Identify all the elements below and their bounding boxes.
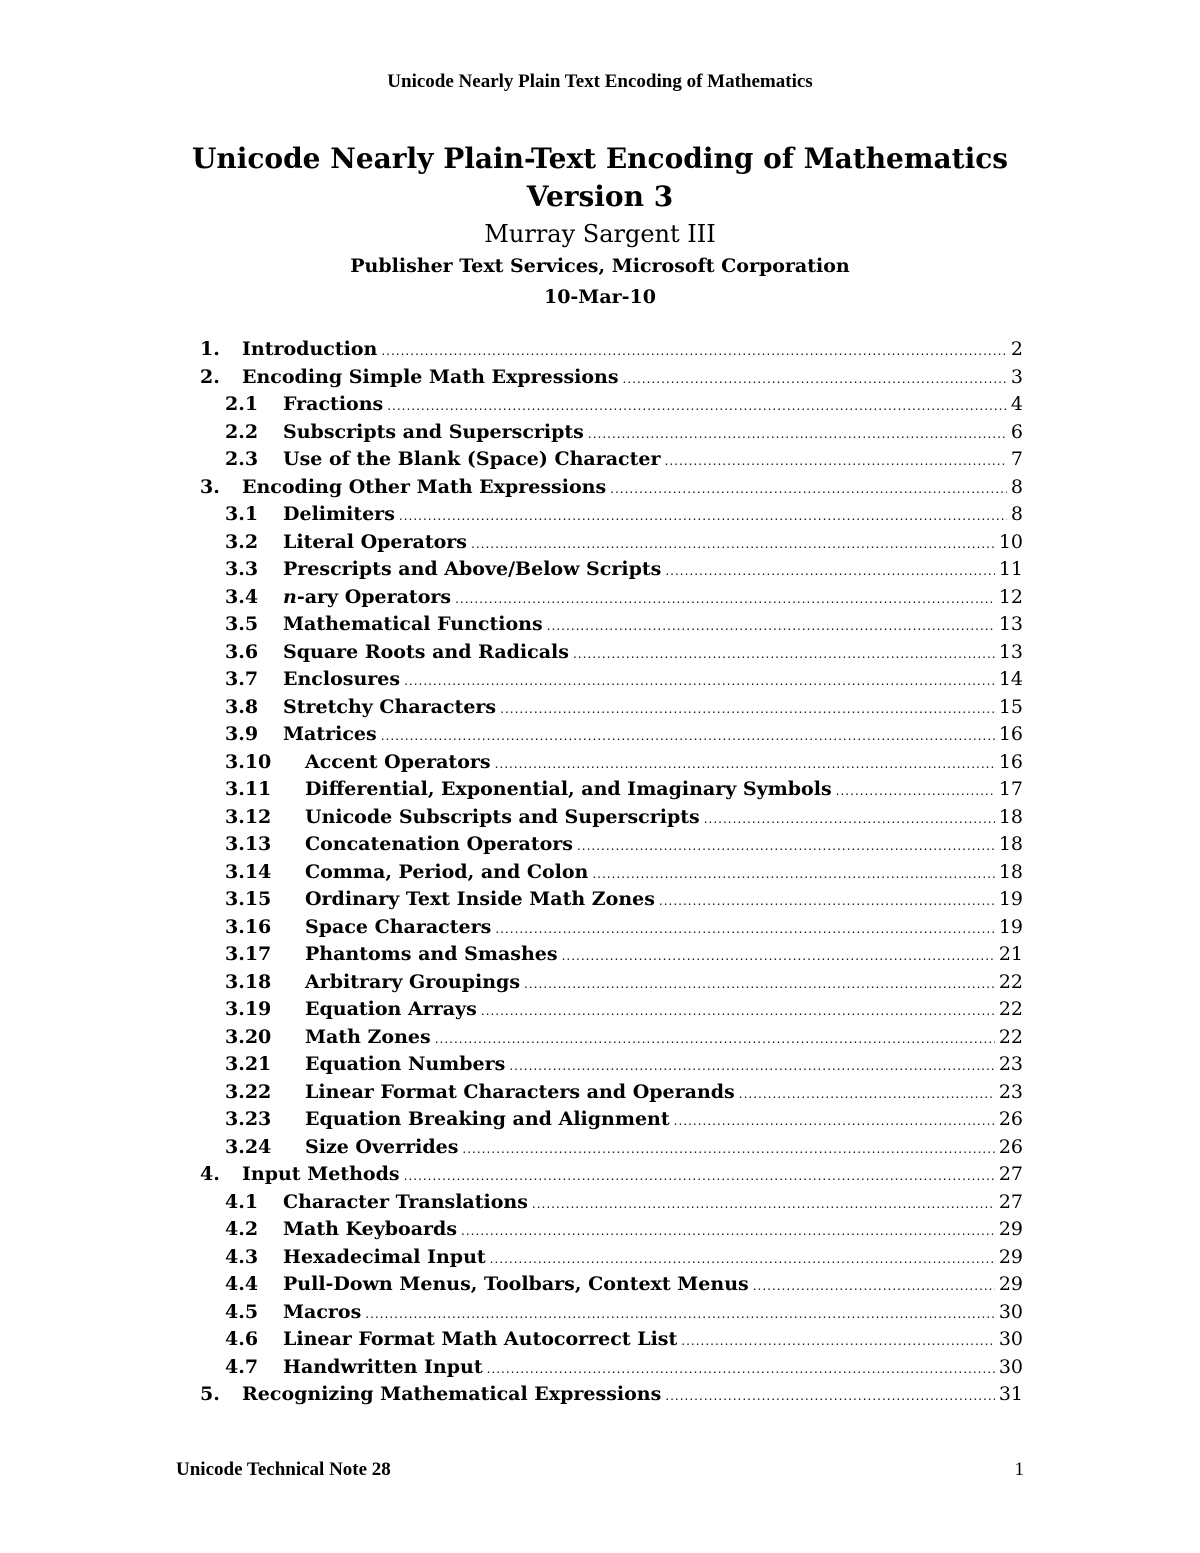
toc-dot-leader	[524, 971, 995, 997]
toc-entry-title	[283, 1216, 461, 1244]
toc-entry-title	[305, 804, 704, 832]
toc-entry-page: 26	[998, 1135, 1023, 1158]
toc-entry[interactable]	[200, 694, 1023, 722]
toc-dot-leader	[659, 888, 995, 914]
toc-entry-page: 22	[998, 1025, 1023, 1048]
toc-entry-number: 3.11	[225, 778, 272, 800]
toc-entry-number: 4.4	[225, 1273, 259, 1295]
toc-entry-number: 3.18	[225, 970, 272, 993]
toc-entry-number: 3.9	[225, 723, 259, 745]
toc-entry-page: 14	[998, 668, 1023, 690]
toc-dot-leader	[532, 1191, 995, 1217]
toc-entry-title	[242, 336, 381, 364]
toc-entry-title	[305, 776, 836, 804]
toc-entry-page: 4	[1010, 393, 1023, 415]
footer-page-number: 1	[1014, 1459, 1024, 1480]
toc-entry-page: 7	[1010, 448, 1023, 470]
toc-entry-number: 3.12	[225, 805, 272, 828]
toc-entry-title	[283, 529, 471, 557]
toc-entry-title-text: Mathematical Functions	[283, 613, 543, 635]
running-header	[0, 70, 1200, 94]
toc-dot-leader	[500, 696, 995, 722]
toc-entry-number: 3.7	[225, 668, 259, 690]
toc-entry-number: 3.1	[225, 503, 259, 525]
running-header-title: Unicode Nearly Plain Text Encoding of Mathematics	[387, 71, 813, 92]
toc-entry-title-text: Handwritten Input	[283, 1355, 483, 1378]
toc-entry-number: 3.10	[225, 750, 272, 773]
toc-entry-number: 4.6	[225, 1328, 259, 1350]
toc-dot-leader	[381, 338, 1007, 364]
toc-entry-page: 30	[998, 1328, 1023, 1350]
toc-entry-page: 6	[1010, 420, 1023, 443]
toc-entry-page: 17	[998, 778, 1023, 800]
toc-entry-page: 23	[998, 1053, 1023, 1075]
toc-entry-title-italic: n	[283, 585, 297, 608]
toc-entry-title	[305, 1106, 674, 1134]
toc-entry[interactable]	[200, 1299, 1023, 1327]
toc-entry-number: 4.7	[225, 1355, 259, 1378]
toc-dot-leader	[490, 1246, 995, 1272]
toc-dot-leader	[665, 1383, 995, 1409]
toc-entry-title-text: Pull-Down Menus, Toolbars, Context Menus	[283, 1273, 749, 1295]
toc-dot-leader	[681, 1328, 995, 1354]
toc-entry-title-text: Equation Arrays	[305, 998, 477, 1020]
toc-entry-title	[242, 364, 623, 392]
toc-entry-number: 3.19	[225, 998, 272, 1020]
toc-entry[interactable]	[200, 1381, 1023, 1409]
toc-entry-title-text: Space Characters	[305, 915, 492, 938]
toc-dot-leader	[623, 366, 1007, 392]
toc-entry[interactable]	[200, 1051, 1023, 1079]
document-author: Murray Sargent III	[484, 220, 716, 248]
toc-dot-leader	[739, 1081, 995, 1107]
toc-entry-number: 4.2	[225, 1218, 259, 1240]
toc-dot-leader	[461, 1218, 995, 1244]
toc-dot-leader	[674, 1108, 995, 1134]
toc-entry[interactable]	[200, 831, 1023, 859]
toc-entry-title-text: Subscripts and Superscripts	[283, 420, 584, 443]
toc-dot-leader	[592, 861, 994, 887]
toc-dot-leader	[471, 531, 995, 557]
toc-entry-title	[305, 831, 577, 859]
toc-dot-leader	[399, 503, 1007, 529]
toc-dot-leader	[547, 613, 995, 639]
toc-entry-number: 4.1	[225, 1190, 259, 1213]
toc-entry-page: 27	[998, 1163, 1023, 1185]
toc-entry-page: 22	[998, 970, 1023, 993]
toc-entry-title-text: Equation Breaking and Alignment	[305, 1108, 670, 1130]
toc-entry-number: 3.13	[225, 833, 272, 855]
toc-entry-title	[305, 941, 562, 969]
toc-entry-title-text: Differential, Exponential, and Imaginary Symbols	[305, 778, 832, 800]
toc-entry-title	[305, 749, 495, 777]
toc-entry-title-text: Introduction	[242, 338, 378, 360]
toc-entry-title	[242, 1381, 665, 1409]
toc-dot-leader	[365, 1301, 995, 1327]
toc-entry-title-text: Ordinary Text Inside Math Zones	[305, 888, 655, 910]
toc-entry-number: 3.24	[225, 1135, 272, 1158]
document-title-line-2: Version 3	[526, 180, 674, 213]
toc-dot-leader	[404, 668, 995, 694]
document-title-line-1: Unicode Nearly Plain-Text Encoding of Mathematics	[191, 142, 1009, 175]
toc-entry[interactable]	[200, 859, 1023, 887]
toc-entry-number: 4.3	[225, 1245, 259, 1268]
toc-entry-title	[305, 1024, 435, 1052]
toc-entry[interactable]	[200, 446, 1023, 474]
toc-entry-title-text: Prescripts and Above/Below Scripts	[283, 558, 662, 580]
toc-entry-title-text: Hexadecimal Input	[283, 1245, 486, 1268]
toc-entry-page: 3	[1010, 365, 1023, 388]
toc-entry-number: 3.8	[225, 695, 259, 718]
toc-entry-number: 2.2	[225, 420, 259, 443]
toc-dot-leader	[404, 1163, 995, 1189]
toc-entry-title-text: Use of the Blank (Space) Character	[283, 448, 661, 470]
toc-entry-page: 21	[998, 943, 1023, 965]
table-of-contents	[200, 336, 1023, 1409]
toc-entry-page: 16	[998, 750, 1023, 773]
toc-entry-title	[242, 474, 610, 502]
toc-entry-title-text: Input Methods	[242, 1163, 400, 1185]
toc-entry-page: 30	[998, 1300, 1023, 1323]
toc-entry-page: 8	[1010, 475, 1023, 498]
toc-entry[interactable]	[200, 969, 1023, 997]
toc-entry-title	[283, 419, 588, 447]
toc-entry-title-text: Recognizing Mathematical Expressions	[242, 1383, 662, 1405]
toc-entry-page: 29	[998, 1273, 1023, 1295]
toc-entry[interactable]	[200, 941, 1023, 969]
toc-entry-title	[305, 1051, 509, 1079]
toc-entry-number: 2.	[200, 365, 220, 388]
toc-entry-number: 3.4	[225, 585, 259, 608]
toc-entry[interactable]	[200, 556, 1023, 584]
toc-entry-title	[283, 1189, 532, 1217]
toc-entry-title	[305, 1134, 462, 1162]
toc-entry-page: 27	[998, 1190, 1023, 1213]
toc-entry-title	[283, 1326, 681, 1354]
toc-entry[interactable]	[200, 474, 1023, 502]
toc-dot-leader	[610, 476, 1007, 502]
toc-entry-title-text: Concatenation Operators	[305, 833, 573, 855]
toc-entry-title	[283, 446, 665, 474]
toc-entry-title-text: Macros	[283, 1300, 362, 1323]
toc-entry-page: 26	[998, 1108, 1023, 1130]
toc-entry-title-text: Encoding Simple Math Expressions	[242, 365, 619, 388]
toc-entry-title-text: -ary Operators	[296, 585, 452, 608]
toc-entry[interactable]	[200, 1189, 1023, 1217]
toc-entry-title	[283, 611, 547, 639]
toc-entry-number: 4.	[200, 1163, 220, 1185]
toc-entry-title-text: Character Translations	[283, 1190, 528, 1213]
toc-entry-title	[283, 556, 665, 584]
toc-entry-title	[283, 694, 500, 722]
footer-note-label: Unicode Technical Note 28	[176, 1459, 391, 1480]
toc-entry-page: 2	[1010, 338, 1023, 360]
toc-entry-page: 18	[998, 860, 1023, 883]
toc-entry-title	[305, 1079, 739, 1107]
toc-entry-page: 18	[998, 833, 1023, 855]
toc-entry-number: 2.3	[225, 448, 259, 470]
toc-entry-title	[283, 391, 387, 419]
toc-entry-title-text: Phantoms and Smashes	[305, 943, 558, 965]
toc-entry-title-text: Accent Operators	[305, 750, 491, 773]
toc-dot-leader	[509, 1053, 994, 1079]
toc-entry-title	[283, 584, 455, 612]
toc-entry[interactable]	[200, 364, 1023, 392]
toc-entry[interactable]	[200, 336, 1023, 364]
toc-entry-title-text: Stretchy Characters	[283, 695, 497, 718]
toc-dot-leader	[665, 558, 994, 584]
toc-entry-page: 29	[998, 1218, 1023, 1240]
toc-entry[interactable]	[200, 804, 1023, 832]
toc-entry[interactable]	[200, 776, 1023, 804]
toc-entry-title-text: Fractions	[283, 393, 384, 415]
toc-entry[interactable]	[200, 529, 1023, 557]
toc-dot-leader	[704, 806, 995, 832]
toc-entry-title-text: Size Overrides	[305, 1135, 459, 1158]
toc-entry-number: 3.3	[225, 558, 259, 580]
toc-entry-title-text: Arbitrary Groupings	[305, 970, 521, 993]
toc-entry-title-text: Comma, Period, and Colon	[305, 860, 589, 883]
toc-dot-leader	[577, 833, 995, 859]
toc-entry[interactable]	[200, 1216, 1023, 1244]
toc-entry-title	[242, 1161, 404, 1189]
toc-dot-leader	[573, 641, 995, 667]
toc-entry-number: 3.20	[225, 1025, 272, 1048]
toc-entry-number: 3.	[200, 475, 220, 498]
toc-entry-title	[305, 886, 659, 914]
toc-dot-leader	[481, 998, 995, 1024]
toc-dot-leader	[455, 586, 995, 612]
toc-entry-number: 3.23	[225, 1108, 272, 1130]
toc-entry-page: 19	[998, 915, 1023, 938]
toc-dot-leader	[381, 723, 995, 749]
toc-entry-number: 4.5	[225, 1300, 259, 1323]
toc-entry-page: 30	[998, 1355, 1023, 1378]
toc-entry-number: 2.1	[225, 393, 259, 415]
title-block	[0, 140, 1200, 312]
toc-dot-leader	[495, 751, 995, 777]
toc-dot-leader	[753, 1273, 995, 1299]
toc-dot-leader	[487, 1356, 995, 1382]
toc-dot-leader	[435, 1026, 995, 1052]
toc-entry-page: 12	[998, 585, 1023, 608]
toc-entry-title-text: Math Keyboards	[283, 1218, 458, 1240]
toc-dot-leader	[462, 1136, 994, 1162]
toc-entry[interactable]	[200, 584, 1023, 612]
toc-entry-title-text: Literal Operators	[283, 530, 467, 553]
toc-entry[interactable]	[200, 639, 1023, 667]
toc-entry[interactable]	[200, 1024, 1023, 1052]
toc-entry-title	[283, 1244, 490, 1272]
toc-entry[interactable]	[200, 721, 1023, 749]
toc-entry-title-text: Math Zones	[305, 1025, 431, 1048]
toc-entry-title-text: Matrices	[283, 723, 377, 745]
toc-entry-page: 16	[998, 723, 1023, 745]
toc-entry-title	[305, 996, 481, 1024]
toc-entry[interactable]	[200, 501, 1023, 529]
toc-dot-leader	[665, 448, 1007, 474]
toc-entry[interactable]	[200, 666, 1023, 694]
toc-entry-title	[283, 639, 573, 667]
toc-entry[interactable]	[200, 391, 1023, 419]
toc-entry-page: 23	[998, 1080, 1023, 1103]
toc-entry-number: 5.	[200, 1383, 220, 1405]
toc-entry-page: 8	[1010, 503, 1023, 525]
toc-dot-leader	[836, 778, 995, 804]
toc-entry-title	[283, 1271, 753, 1299]
toc-entry-number: 3.2	[225, 530, 259, 553]
toc-entry-page: 13	[998, 640, 1023, 663]
toc-entry-page: 29	[998, 1245, 1023, 1268]
toc-entry-page: 10	[998, 530, 1023, 553]
toc-dot-leader	[495, 916, 995, 942]
toc-entry[interactable]	[200, 1244, 1023, 1272]
toc-entry[interactable]	[200, 1106, 1023, 1134]
toc-entry-title-text: Enclosures	[283, 668, 401, 690]
toc-entry-title-text: Unicode Subscripts and Superscripts	[305, 805, 700, 828]
toc-entry-number: 3.21	[225, 1053, 272, 1075]
toc-entry-title	[305, 914, 495, 942]
toc-entry[interactable]	[200, 886, 1023, 914]
document-date: 10-Mar-10	[543, 286, 656, 308]
running-footer	[176, 1458, 1024, 1482]
toc-dot-leader	[387, 393, 1007, 419]
toc-entry-number: 3.17	[225, 943, 272, 965]
toc-entry-number: 3.5	[225, 613, 259, 635]
toc-entry[interactable]	[200, 749, 1023, 777]
toc-entry[interactable]	[200, 1354, 1023, 1382]
toc-entry-title-text: Encoding Other Math Expressions	[242, 475, 607, 498]
toc-entry-number: 3.6	[225, 640, 259, 663]
toc-entry[interactable]	[200, 914, 1023, 942]
document-affiliation: Publisher Text Services, Microsoft Corporation	[350, 255, 850, 277]
toc-entry-page: 18	[998, 805, 1023, 828]
toc-entry-title	[283, 1354, 487, 1382]
toc-entry-number: 3.16	[225, 915, 272, 938]
toc-entry-page: 13	[998, 613, 1023, 635]
toc-entry[interactable]	[200, 1161, 1023, 1189]
toc-entry-title-text: Linear Format Characters and Operands	[305, 1080, 735, 1103]
toc-entry-title	[305, 859, 592, 887]
toc-entry[interactable]	[200, 1134, 1023, 1162]
toc-entry-title	[283, 721, 381, 749]
toc-dot-leader	[588, 421, 1007, 447]
toc-entry[interactable]	[200, 1326, 1023, 1354]
toc-entry[interactable]	[200, 419, 1023, 447]
toc-entry-title-text: Linear Format Math Autocorrect List	[283, 1328, 678, 1350]
toc-entry-title	[283, 1299, 365, 1327]
toc-entry-title-text: Equation Numbers	[305, 1053, 506, 1075]
toc-entry-number: 3.22	[225, 1080, 272, 1103]
toc-entry-title-text: Square Roots and Radicals	[283, 640, 569, 663]
toc-entry[interactable]	[200, 1271, 1023, 1299]
toc-entry-title	[305, 969, 524, 997]
toc-entry-number: 1.	[200, 338, 220, 360]
toc-entry-page: 22	[998, 998, 1023, 1020]
toc-entry-page: 15	[998, 695, 1023, 718]
toc-entry-page: 19	[998, 888, 1023, 910]
toc-entry-number: 3.15	[225, 888, 272, 910]
toc-entry-page: 11	[998, 558, 1023, 580]
toc-entry[interactable]	[200, 611, 1023, 639]
toc-entry[interactable]	[200, 1079, 1023, 1107]
toc-entry-number: 3.14	[225, 860, 272, 883]
toc-entry[interactable]	[200, 996, 1023, 1024]
toc-entry-title	[283, 501, 399, 529]
toc-dot-leader	[562, 943, 995, 969]
toc-entry-title-text: Delimiters	[283, 503, 395, 525]
toc-entry-page: 31	[998, 1383, 1023, 1405]
toc-entry-title	[283, 666, 404, 694]
